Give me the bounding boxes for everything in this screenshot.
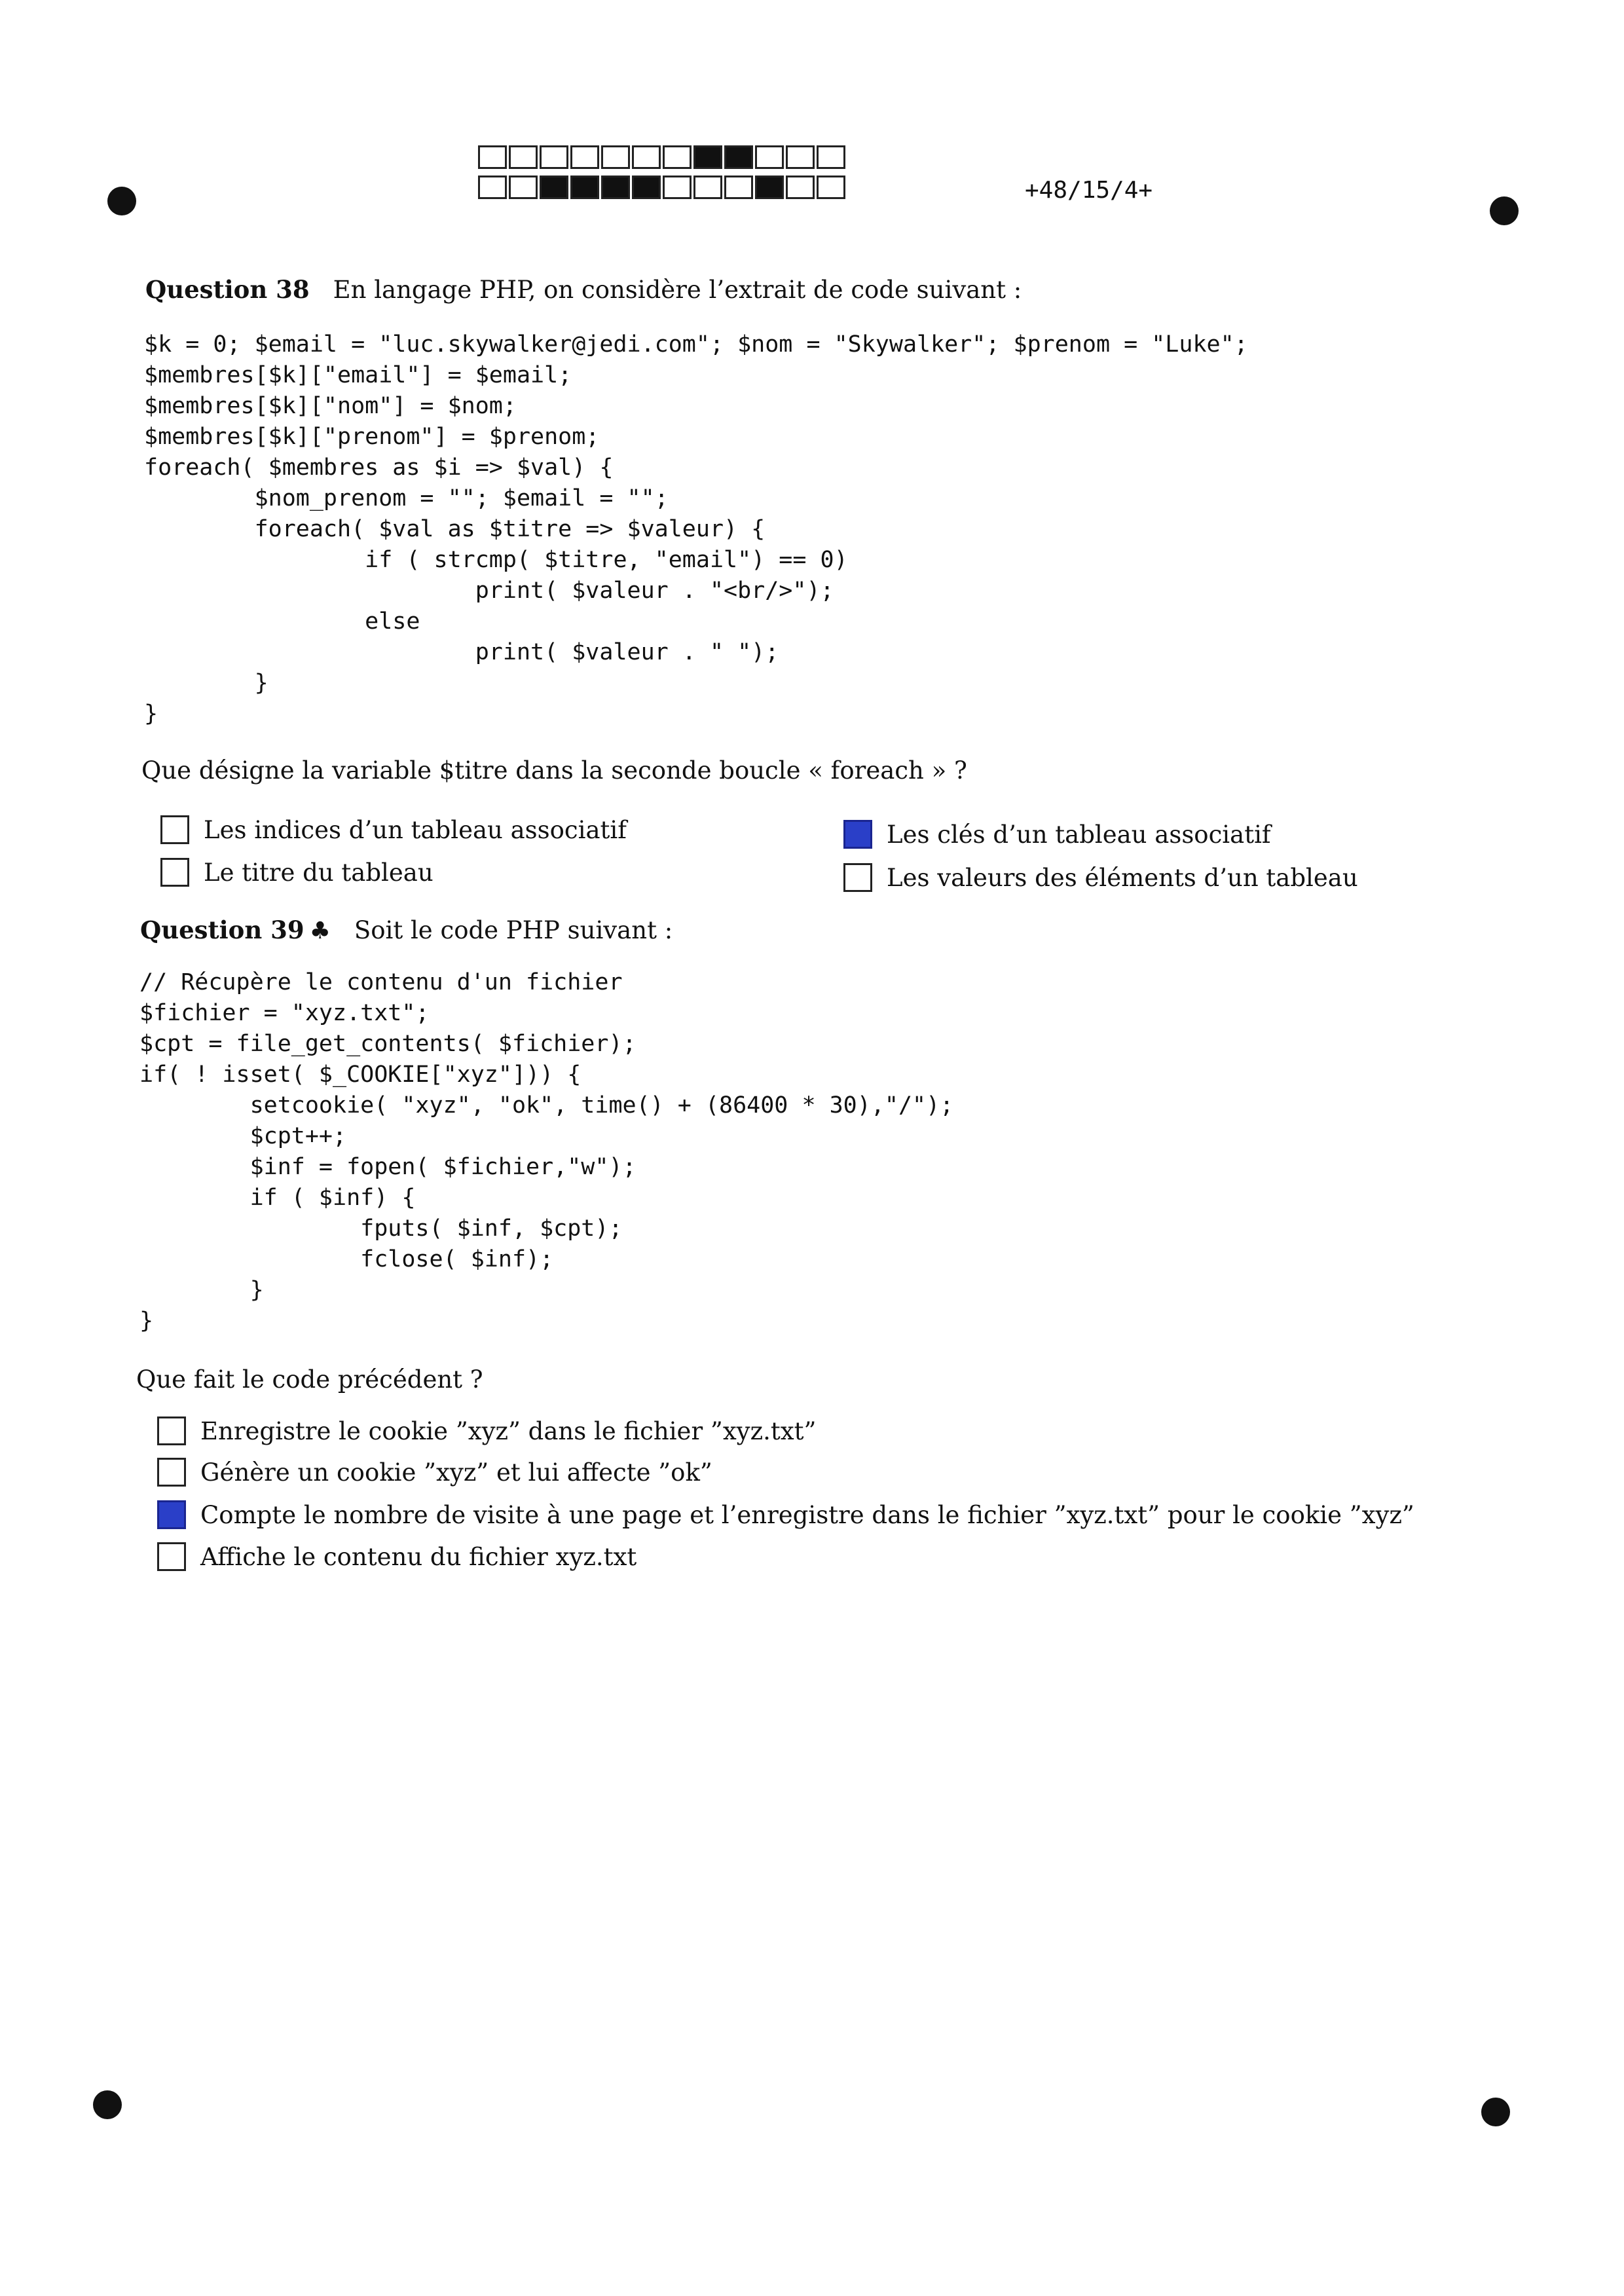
checkbox[interactable]	[157, 1500, 186, 1529]
id-grid-cell	[478, 145, 507, 169]
option-label: Les valeurs des éléments d’un tableau	[887, 863, 1358, 892]
question-39-number: Question 39 ♣	[140, 916, 331, 944]
registration-mark-top-left	[107, 187, 136, 215]
option-label: Génère un cookie ”xyz” et lui affecte ”ok”	[200, 1458, 712, 1487]
question-38-option-4[interactable]	[843, 863, 1358, 892]
question-39-option-2[interactable]	[157, 1458, 712, 1487]
question-39-option-4[interactable]	[157, 1542, 637, 1571]
id-grid-cell	[693, 176, 722, 199]
id-grid-cell	[755, 145, 784, 169]
question-39-option-1[interactable]	[157, 1416, 816, 1445]
id-grid-cell	[509, 176, 538, 199]
checkbox[interactable]	[843, 863, 872, 892]
id-grid-row-1	[478, 145, 847, 169]
question-38-number: Question 38	[145, 275, 310, 304]
id-grid-cell	[724, 176, 753, 199]
option-label: Les indices d’un tableau associatif	[204, 815, 627, 844]
id-grid-cell	[540, 145, 568, 169]
checkbox[interactable]	[160, 815, 189, 844]
option-label: Enregistre le cookie ”xyz” dans le fichier ”xyz.txt”	[200, 1416, 817, 1445]
id-grid-cell-filled	[601, 176, 630, 199]
id-grid-cell	[570, 145, 599, 169]
page-id: +48/15/4+	[1025, 177, 1153, 204]
id-grid-cell-filled	[724, 145, 753, 169]
id-grid-cell	[478, 176, 507, 199]
id-grid-cell	[663, 176, 692, 199]
option-label: Compte le nombre de visite à une page et l’enregistre dans le fichier ”xyz.txt” pour le cookie ”xyz”	[200, 1500, 1414, 1529]
id-grid-cell-filled	[755, 176, 784, 199]
id-grid-cell	[601, 145, 630, 169]
question-38-heading	[145, 275, 1022, 304]
id-grid-row-2	[478, 176, 847, 199]
id-grid-cell	[817, 145, 845, 169]
club-icon: ♣	[309, 917, 331, 944]
question-38-option-2[interactable]	[160, 858, 434, 887]
question-39-code: // Récupère le contenu d'un fichier $fichier = "xyz.txt"; $cpt = file_get_contents( $fichier); if( ! isset( $_COOKIE["xyz"])) { setcookie( "xyz", "ok", time() + (86400 * 30),"/"); $cpt++; $inf = fopen( $fichier,"w"); if ( $inf) { fputs( $inf, $cpt); fclose( $inf); } }	[139, 969, 954, 1334]
question-38-code: $k = 0; $email = "luc.skywalker@jedi.com"; $nom = "Skywalker"; $prenom = "Luke"; $membres[$k]["email"] = $email; $membres[$k]["nom"] = $nom; $membres[$k]["prenom"] = $prenom; foreach( $membres as $i => $val) { $nom_prenom = ""; $email = ""; foreach( $val as $titre => $valeur) { if ( strcmp( $titre, "email") == 0) print( $valeur . "<br/>"); else print( $valeur . " "); } }	[144, 331, 1248, 727]
id-grid-cell	[786, 145, 815, 169]
id-grid-cell	[509, 145, 538, 169]
option-label: Affiche le contenu du fichier xyz.txt	[200, 1542, 637, 1571]
registration-mark-bottom-right	[1481, 2098, 1510, 2126]
question-38-option-3[interactable]	[843, 820, 1271, 849]
question-38-option-1[interactable]	[160, 815, 627, 844]
question-39-heading	[140, 916, 673, 944]
question-38-title: En langage PHP, on considère l’extrait de code suivant :	[333, 276, 1022, 304]
registration-mark-top-right	[1490, 196, 1519, 225]
id-grid-cell	[817, 176, 845, 199]
option-label: Le titre du tableau	[204, 858, 434, 887]
id-grid-cell-filled	[693, 145, 722, 169]
option-label: Les clés d’un tableau associatif	[887, 820, 1271, 849]
id-grid-cell-filled	[632, 176, 661, 199]
id-grid-cell-filled	[570, 176, 599, 199]
id-grid-cell	[663, 145, 692, 169]
question-38-prompt: Que désigne la variable $titre dans la seconde boucle « foreach » ?	[141, 756, 967, 785]
checkbox[interactable]	[157, 1416, 186, 1445]
checkbox[interactable]	[843, 820, 872, 849]
checkbox[interactable]	[157, 1542, 186, 1571]
registration-mark-bottom-left	[93, 2090, 122, 2119]
checkbox[interactable]	[160, 858, 189, 887]
id-grid-cell	[632, 145, 661, 169]
question-39-option-3[interactable]	[157, 1500, 1414, 1529]
checkbox[interactable]	[157, 1458, 186, 1487]
question-39-prompt: Que fait le code précédent ?	[136, 1365, 483, 1394]
question-39-title: Soit le code PHP suivant :	[354, 916, 673, 944]
id-grid-cell	[786, 176, 815, 199]
id-grid-cell-filled	[540, 176, 568, 199]
